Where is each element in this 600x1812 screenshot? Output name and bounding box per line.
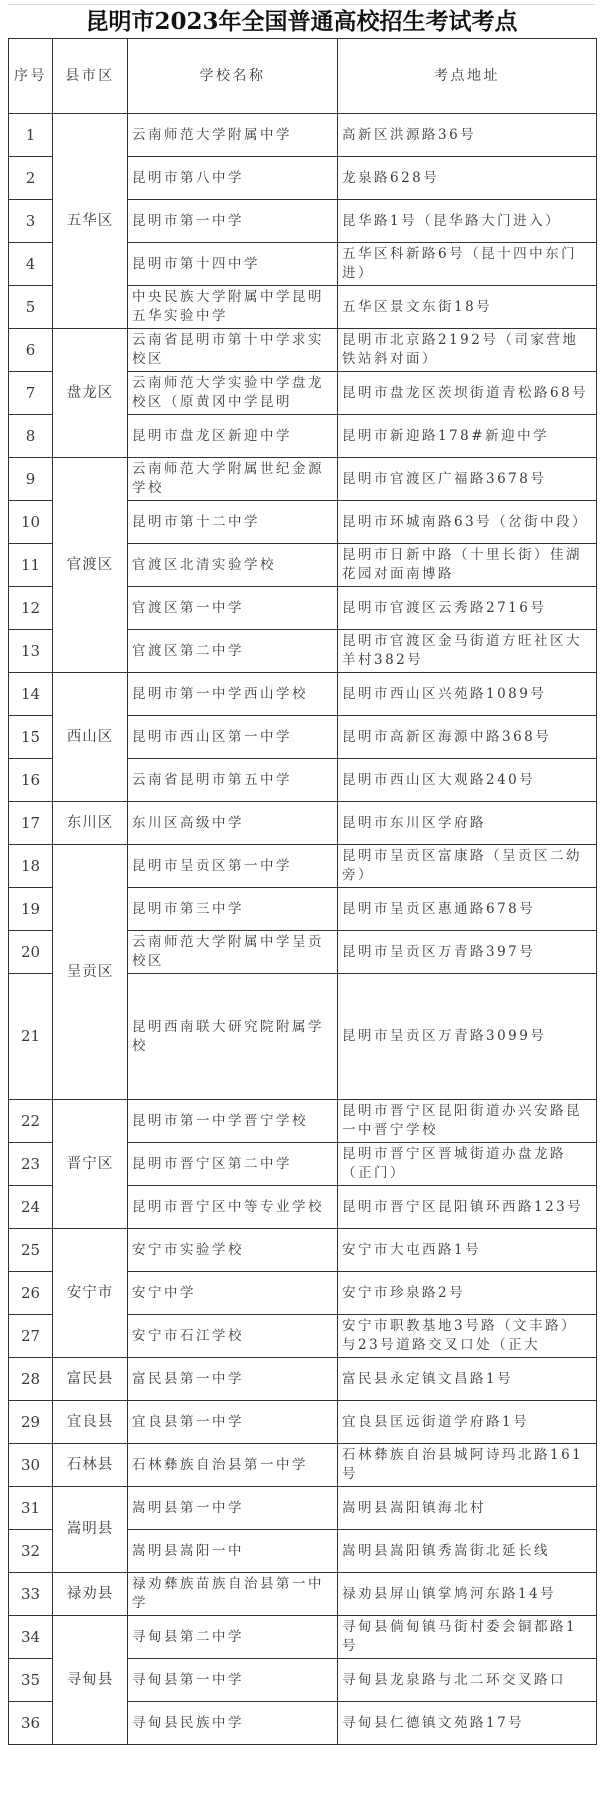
table-row bbox=[9, 1401, 597, 1444]
district-cell: 西山区 bbox=[53, 673, 128, 802]
district-cell: 石林县 bbox=[53, 1444, 128, 1487]
school-name-cell: 云南师范大学附属中学 bbox=[128, 114, 338, 157]
school-name-cell: 安宁市石江学校 bbox=[128, 1315, 338, 1358]
exam-sites-table bbox=[8, 38, 597, 1745]
address-cell: 昆华路1号（昆华路大门进入） bbox=[338, 200, 597, 243]
address-cell: 昆明市官渡区云秀路2716号 bbox=[338, 587, 597, 630]
address-cell: 昆明市官渡区广福路3678号 bbox=[338, 458, 597, 501]
row-number: 34 bbox=[9, 1616, 53, 1659]
row-number: 36 bbox=[9, 1702, 53, 1745]
row-number: 14 bbox=[9, 673, 53, 716]
row-number: 3 bbox=[9, 200, 53, 243]
address-cell: 昆明市西山区兴苑路1089号 bbox=[338, 673, 597, 716]
row-number: 29 bbox=[9, 1401, 53, 1444]
school-name-cell: 安宁中学 bbox=[128, 1272, 338, 1315]
address-cell: 昆明市北京路2192号（司家营地铁站斜对面） bbox=[338, 329, 597, 372]
district-cell: 嵩明县 bbox=[53, 1487, 128, 1573]
address-cell: 昆明市呈贡区万青路3099号 bbox=[338, 974, 597, 1100]
district-cell: 宜良县 bbox=[53, 1401, 128, 1444]
school-name-cell: 云南师范大学附属中学呈贡校区 bbox=[128, 931, 338, 974]
address-cell: 昆明市环城南路63号（岔街中段） bbox=[338, 501, 597, 544]
address-cell: 昆明市官渡区金马街道方旺社区大羊村382号 bbox=[338, 630, 597, 673]
school-name-cell: 官渡区第二中学 bbox=[128, 630, 338, 673]
table-row bbox=[9, 1616, 597, 1659]
school-name-cell: 宜良县第一中学 bbox=[128, 1401, 338, 1444]
address-cell: 安宁市职教基地3号路（文丰路）与23号道路交叉口处（正大 bbox=[338, 1315, 597, 1358]
row-number: 21 bbox=[9, 974, 53, 1100]
school-name-cell: 昆明市第八中学 bbox=[128, 157, 338, 200]
row-number: 17 bbox=[9, 802, 53, 845]
address-cell: 安宁市大屯西路1号 bbox=[338, 1229, 597, 1272]
school-name-cell: 官渡区第一中学 bbox=[128, 587, 338, 630]
school-name-cell: 昆明市第一中学晋宁学校 bbox=[128, 1100, 338, 1143]
address-cell: 昆明市高新区海源中路368号 bbox=[338, 716, 597, 759]
address-cell: 寻甸县倘甸镇马街村委会铜都路1号 bbox=[338, 1616, 597, 1659]
address-cell: 宜良县匡远街道学府路1号 bbox=[338, 1401, 597, 1444]
row-number: 5 bbox=[9, 286, 53, 329]
table-row bbox=[9, 673, 597, 716]
district-cell: 安宁市 bbox=[53, 1229, 128, 1358]
school-name-cell: 云南师范大学实验中学盘龙校区（原黄冈中学昆明 bbox=[128, 372, 338, 415]
row-number: 11 bbox=[9, 544, 53, 587]
row-number: 20 bbox=[9, 931, 53, 974]
table-row bbox=[9, 114, 597, 157]
address-cell: 禄劝县屏山镇掌鸠河东路14号 bbox=[338, 1573, 597, 1616]
address-cell: 昆明市西山区大观路240号 bbox=[338, 759, 597, 802]
district-cell: 官渡区 bbox=[53, 458, 128, 673]
table-row bbox=[9, 1100, 597, 1143]
address-cell: 寻甸县龙泉路与北二环交叉路口 bbox=[338, 1659, 597, 1702]
school-name-cell: 嵩明县嵩阳一中 bbox=[128, 1530, 338, 1573]
school-name-cell: 昆明市晋宁区中等专业学校 bbox=[128, 1186, 338, 1229]
row-number: 13 bbox=[9, 630, 53, 673]
row-number: 10 bbox=[9, 501, 53, 544]
district-cell: 东川区 bbox=[53, 802, 128, 845]
school-name-cell: 云南省昆明市第十中学求实校区 bbox=[128, 329, 338, 372]
row-number: 27 bbox=[9, 1315, 53, 1358]
row-number: 35 bbox=[9, 1659, 53, 1702]
school-name-cell: 昆明市晋宁区第二中学 bbox=[128, 1143, 338, 1186]
header-address: 考点地址 bbox=[338, 39, 597, 114]
school-name-cell: 昆明市第一中学 bbox=[128, 200, 338, 243]
school-name-cell: 云南省昆明市第五中学 bbox=[128, 759, 338, 802]
address-cell: 昆明市东川区学府路 bbox=[338, 802, 597, 845]
school-name-cell: 寻甸县第二中学 bbox=[128, 1616, 338, 1659]
address-cell: 五华区科新路6号（昆十四中东门进） bbox=[338, 243, 597, 286]
header-school: 学校名称 bbox=[128, 39, 338, 114]
school-name-cell: 东川区高级中学 bbox=[128, 802, 338, 845]
address-cell: 昆明市晋宁区昆阳镇环西路123号 bbox=[338, 1186, 597, 1229]
header-no: 序号 bbox=[9, 39, 53, 114]
table-row bbox=[9, 1444, 597, 1487]
school-name-cell: 昆明市西山区第一中学 bbox=[128, 716, 338, 759]
row-number: 4 bbox=[9, 243, 53, 286]
district-cell: 富民县 bbox=[53, 1358, 128, 1401]
school-name-cell: 寻甸县第一中学 bbox=[128, 1659, 338, 1702]
district-cell: 呈贡区 bbox=[53, 845, 128, 1100]
address-cell: 龙泉路628号 bbox=[338, 157, 597, 200]
row-number: 32 bbox=[9, 1530, 53, 1573]
school-name-cell: 昆明市第十四中学 bbox=[128, 243, 338, 286]
table-row bbox=[9, 1573, 597, 1616]
school-name-cell: 昆明市呈贡区第一中学 bbox=[128, 845, 338, 888]
address-cell: 嵩明县嵩阳镇秀嵩街北延长线 bbox=[338, 1530, 597, 1573]
school-name-cell: 寻甸县民族中学 bbox=[128, 1702, 338, 1745]
address-cell: 昆明市盘龙区茨坝街道青松路68号 bbox=[338, 372, 597, 415]
table-body bbox=[9, 114, 597, 1745]
row-number: 18 bbox=[9, 845, 53, 888]
school-name-cell: 禄劝彝族苗族自治县第一中学 bbox=[128, 1573, 338, 1616]
row-number: 12 bbox=[9, 587, 53, 630]
school-name-cell: 石林彝族自治县第一中学 bbox=[128, 1444, 338, 1487]
row-number: 7 bbox=[9, 372, 53, 415]
address-cell: 五华区景文东街18号 bbox=[338, 286, 597, 329]
address-cell: 昆明市呈贡区万青路397号 bbox=[338, 931, 597, 974]
row-number: 9 bbox=[9, 458, 53, 501]
school-name-cell: 昆明市第十二中学 bbox=[128, 501, 338, 544]
address-cell: 高新区洪源路36号 bbox=[338, 114, 597, 157]
row-number: 2 bbox=[9, 157, 53, 200]
address-cell: 昆明市呈贡区富康路（呈贡区二幼旁） bbox=[338, 845, 597, 888]
school-name-cell: 昆明市第三中学 bbox=[128, 888, 338, 931]
school-name-cell: 昆明市盘龙区新迎中学 bbox=[128, 415, 338, 458]
row-number: 25 bbox=[9, 1229, 53, 1272]
school-name-cell: 昆明市第一中学西山学校 bbox=[128, 673, 338, 716]
address-cell: 嵩明县嵩阳镇海北村 bbox=[338, 1487, 597, 1530]
address-cell: 昆明市呈贡区惠通路678号 bbox=[338, 888, 597, 931]
row-number: 24 bbox=[9, 1186, 53, 1229]
table-row bbox=[9, 1229, 597, 1272]
row-number: 1 bbox=[9, 114, 53, 157]
row-number: 16 bbox=[9, 759, 53, 802]
row-number: 22 bbox=[9, 1100, 53, 1143]
school-name-cell: 官渡区北清实验学校 bbox=[128, 544, 338, 587]
table-row bbox=[9, 802, 597, 845]
district-cell: 盘龙区 bbox=[53, 329, 128, 458]
row-number: 30 bbox=[9, 1444, 53, 1487]
address-cell: 昆明市晋宁区晋城街道办盘龙路（正门） bbox=[338, 1143, 597, 1186]
school-name-cell: 嵩明县第一中学 bbox=[128, 1487, 338, 1530]
district-cell: 晋宁区 bbox=[53, 1100, 128, 1229]
row-number: 6 bbox=[9, 329, 53, 372]
school-name-cell: 安宁市实验学校 bbox=[128, 1229, 338, 1272]
header-district: 县市区 bbox=[53, 39, 128, 114]
district-cell: 五华区 bbox=[53, 114, 128, 329]
table-row bbox=[9, 329, 597, 372]
address-cell: 寻甸县仁德镇文苑路17号 bbox=[338, 1702, 597, 1745]
address-cell: 安宁市珍泉路2号 bbox=[338, 1272, 597, 1315]
table-header-row bbox=[9, 39, 597, 114]
row-number: 31 bbox=[9, 1487, 53, 1530]
district-cell: 寻甸县 bbox=[53, 1616, 128, 1745]
school-name-cell: 昆明西南联大研究院附属学校 bbox=[128, 974, 338, 1100]
school-name-cell: 富民县第一中学 bbox=[128, 1358, 338, 1401]
row-number: 23 bbox=[9, 1143, 53, 1186]
row-number: 33 bbox=[9, 1573, 53, 1616]
address-cell: 石林彝族自治县城阿诗玛北路161号 bbox=[338, 1444, 597, 1487]
school-name-cell: 云南师范大学附属世纪金源学校 bbox=[128, 458, 338, 501]
row-number: 8 bbox=[9, 415, 53, 458]
row-number: 19 bbox=[9, 888, 53, 931]
table-row bbox=[9, 1358, 597, 1401]
row-number: 28 bbox=[9, 1358, 53, 1401]
row-number: 15 bbox=[9, 716, 53, 759]
district-cell: 禄劝县 bbox=[53, 1573, 128, 1616]
table-row bbox=[9, 1487, 597, 1530]
table-row bbox=[9, 845, 597, 888]
table-row bbox=[9, 458, 597, 501]
school-name-cell: 中央民族大学附属中学昆明五华实验中学 bbox=[128, 286, 338, 329]
address-cell: 昆明市晋宁区昆阳街道办兴安路昆一中晋宁学校 bbox=[338, 1100, 597, 1143]
address-cell: 富民县永定镇文昌路1号 bbox=[338, 1358, 597, 1401]
address-cell: 昆明市日新中路（十里长街）佳湖花园对面南博路 bbox=[338, 544, 597, 587]
address-cell: 昆明市新迎路178#新迎中学 bbox=[338, 415, 597, 458]
row-number: 26 bbox=[9, 1272, 53, 1315]
page-title: 昆明市2023年全国普通高校招生考试考点 bbox=[8, 4, 595, 39]
